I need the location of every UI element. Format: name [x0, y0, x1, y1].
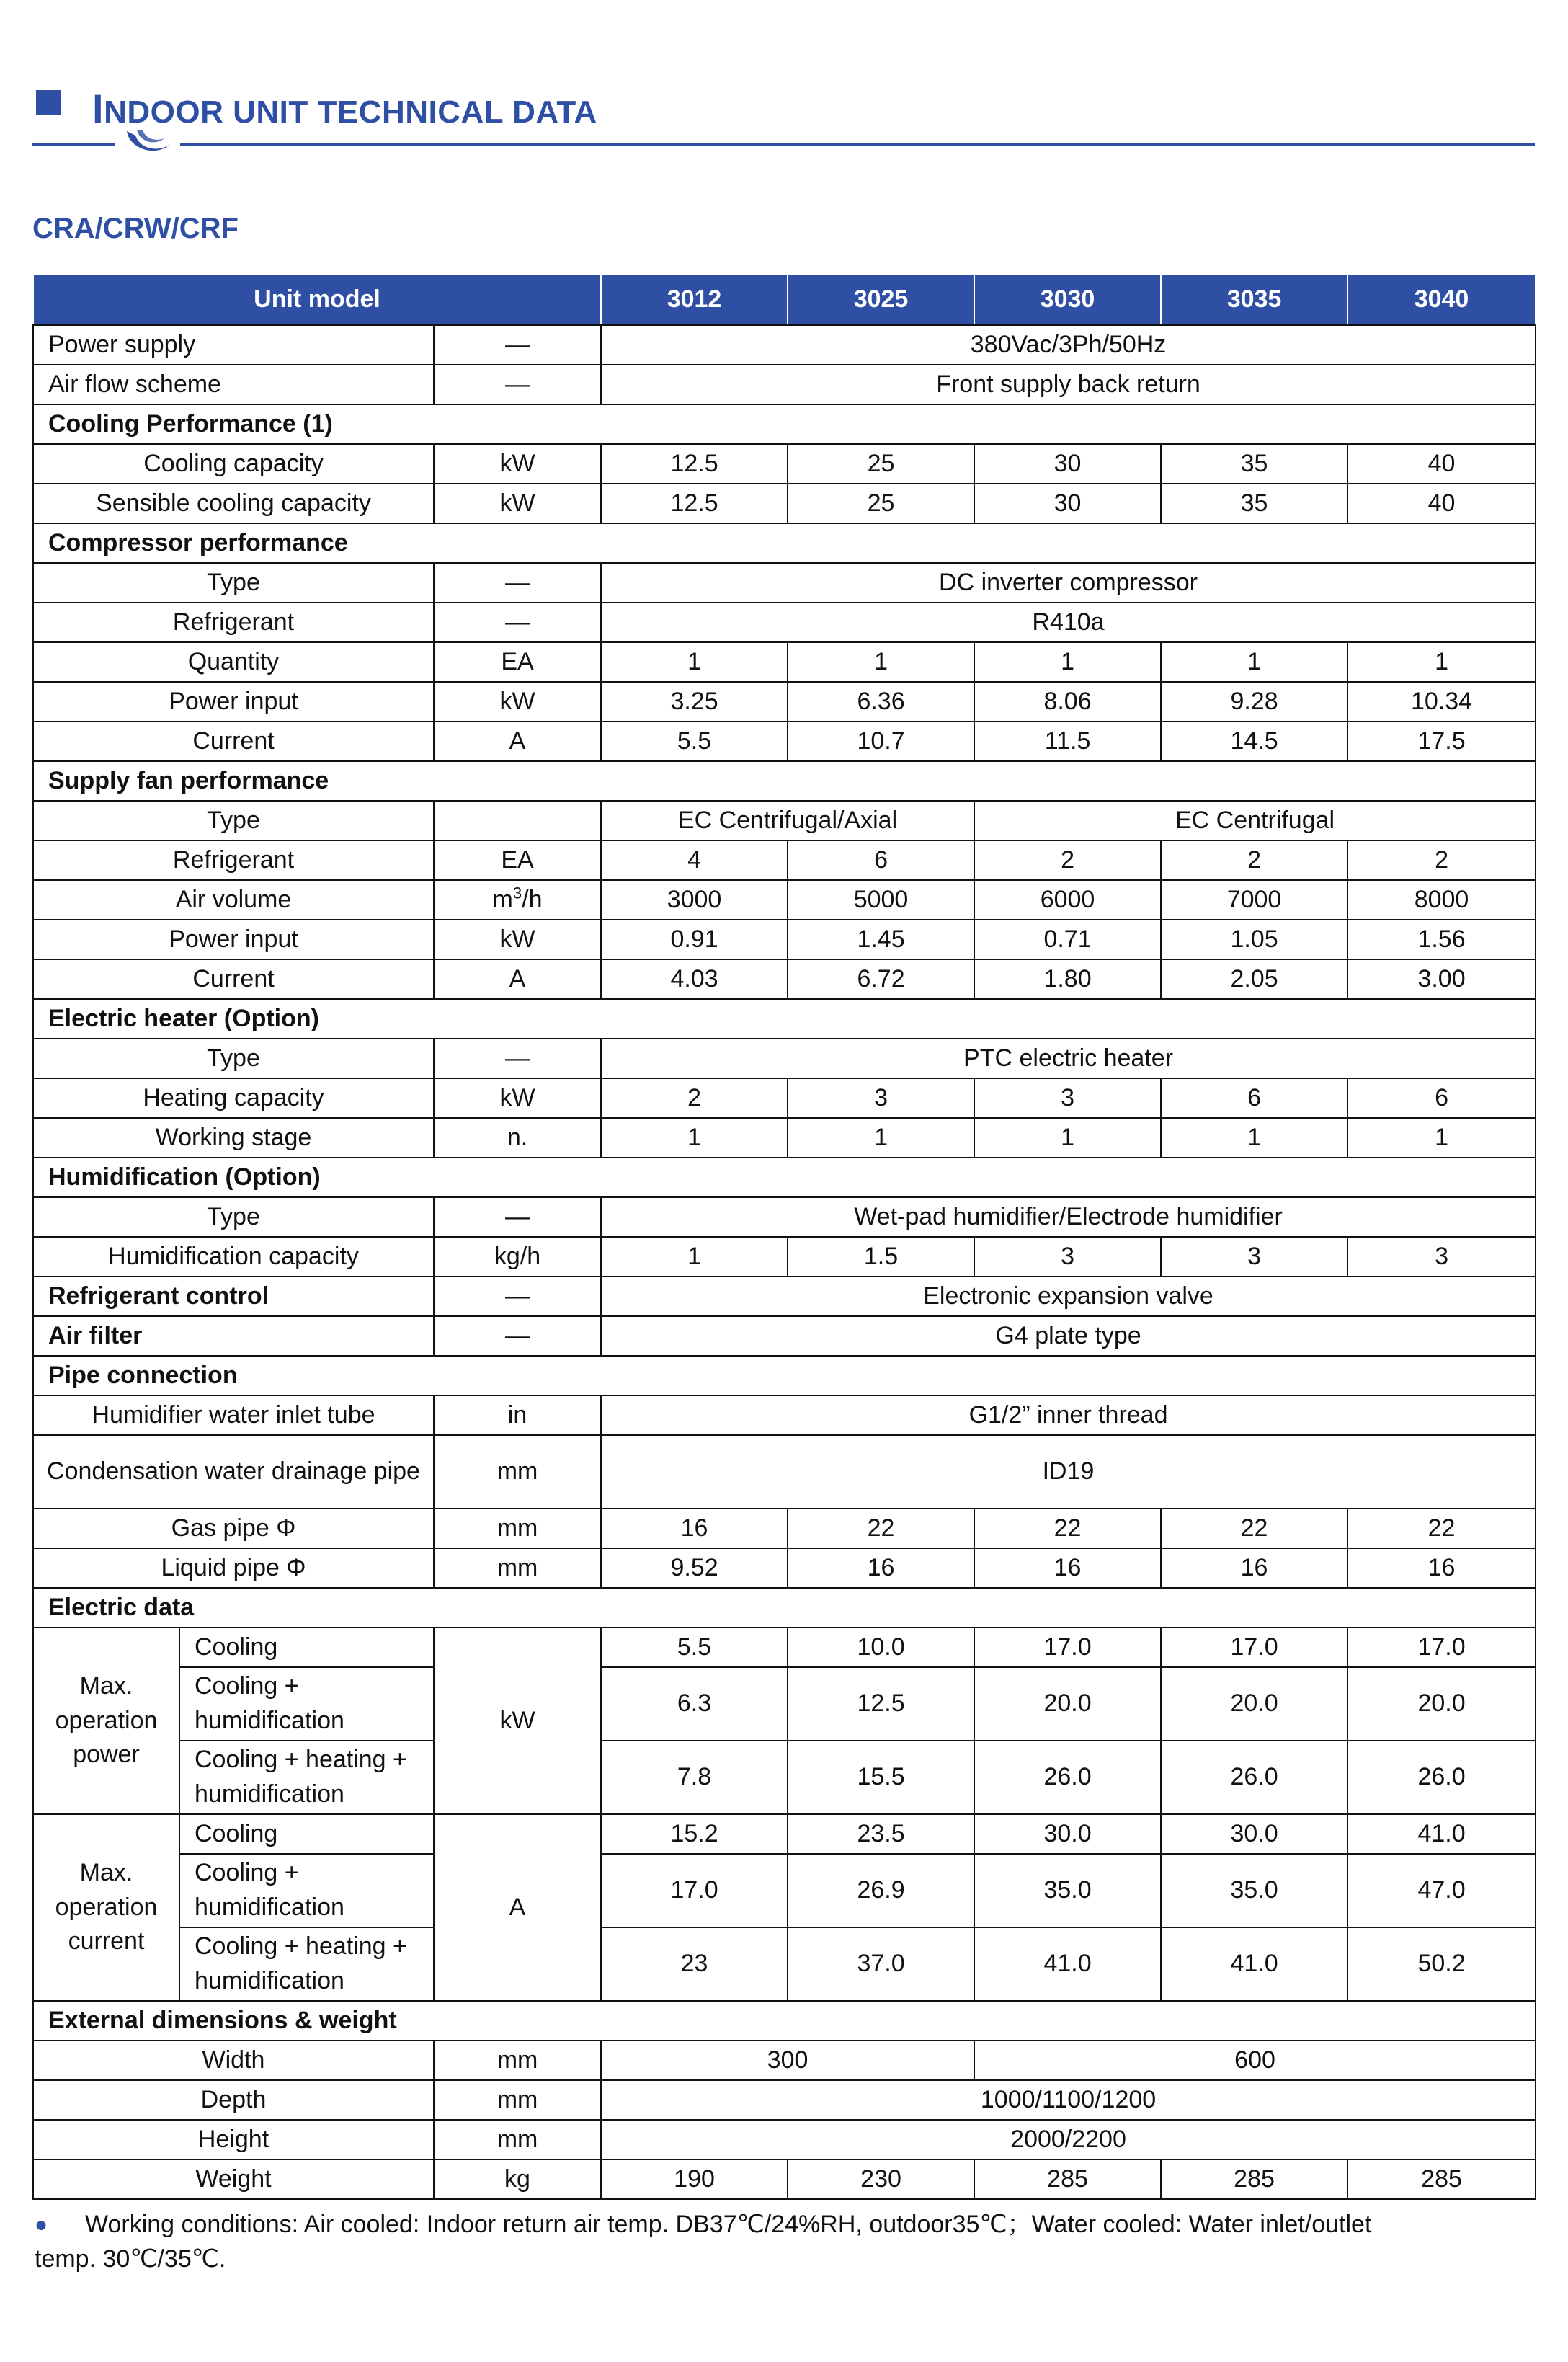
- cell: 10.34: [1348, 682, 1536, 722]
- cell: 1: [788, 642, 974, 682]
- cell: 16: [974, 1548, 1161, 1588]
- cell: 26.0: [1161, 1741, 1348, 1814]
- table-row: [33, 1395, 1536, 1435]
- cell: 22: [788, 1509, 974, 1548]
- cell: 41.0: [1161, 1927, 1348, 2001]
- cell: 10.0: [788, 1628, 974, 1667]
- row-value: 300: [601, 2041, 974, 2080]
- cell: 12.5: [601, 444, 788, 484]
- cell: 285: [1161, 2159, 1348, 2199]
- cell: 17.0: [1348, 1628, 1536, 1667]
- row-unit: —: [434, 563, 601, 603]
- table-row: [33, 603, 1536, 642]
- section-row: [33, 1158, 1536, 1197]
- cell: 6000: [974, 880, 1161, 920]
- cell: 17.0: [1161, 1628, 1348, 1667]
- cell: 26.0: [1348, 1741, 1536, 1814]
- cell: 23: [601, 1927, 788, 2001]
- row-unit: [434, 801, 601, 840]
- row-label: Gas pipe Φ: [33, 1509, 434, 1548]
- cell: 16: [1348, 1548, 1536, 1588]
- row-value: G1/2” inner thread: [601, 1395, 1536, 1435]
- section-heading: Electric data: [33, 1588, 1536, 1628]
- cell: 47.0: [1348, 1854, 1536, 1927]
- footnote-line-2: temp. 30℃/35℃.: [35, 2245, 226, 2273]
- heading-square-icon: [36, 90, 61, 115]
- table-row: [33, 444, 1536, 484]
- cell: 22: [1161, 1509, 1348, 1548]
- row-unit: EA: [434, 840, 601, 880]
- cell: 17.0: [974, 1628, 1161, 1667]
- row-value: Wet-pad humidifier/Electrode humidifier: [601, 1197, 1536, 1237]
- table-row: [33, 1548, 1536, 1588]
- row-unit: kW: [434, 484, 601, 523]
- page-title-rest: NDOOR UNIT TECHNICAL DATA: [104, 94, 597, 130]
- row-label: Quantity: [33, 642, 434, 682]
- cell: 6.3: [601, 1667, 788, 1741]
- row-unit: kg/h: [434, 1237, 601, 1277]
- row-label: Cooling + heating + humidification: [179, 1927, 434, 2001]
- unit-model-header: Unit model: [33, 275, 601, 325]
- table-row: [33, 1197, 1536, 1237]
- row-value: Electronic expansion valve: [601, 1277, 1536, 1316]
- cell: 1: [601, 1237, 788, 1277]
- cell: 285: [974, 2159, 1161, 2199]
- cell: 3: [1348, 1237, 1536, 1277]
- cell: 3.25: [601, 682, 788, 722]
- section-title: CRA/CRW/CRF: [32, 213, 239, 244]
- row-unit: A: [434, 1814, 601, 2001]
- cell: 15.2: [601, 1814, 788, 1854]
- table-row: [33, 1237, 1536, 1277]
- table-row: [33, 365, 1536, 404]
- cell: 8000: [1348, 880, 1536, 920]
- cell: 41.0: [974, 1927, 1161, 2001]
- row-unit: mm: [434, 2080, 601, 2120]
- table-row: [33, 1277, 1536, 1316]
- cell: 0.91: [601, 920, 788, 959]
- cell: 6: [1161, 1078, 1348, 1118]
- cell: 12.5: [788, 1667, 974, 1741]
- table-header-row: [33, 275, 1536, 325]
- model-header: 3012: [601, 275, 788, 325]
- cell: 0.71: [974, 920, 1161, 959]
- cell: 30: [974, 444, 1161, 484]
- row-value: G4 plate type: [601, 1316, 1536, 1356]
- row-label: Current: [33, 959, 434, 999]
- row-unit: mm: [434, 2120, 601, 2159]
- cell: 6: [788, 840, 974, 880]
- cell: 1: [974, 642, 1161, 682]
- row-unit: kW: [434, 444, 601, 484]
- unit-tail: /h: [522, 885, 543, 913]
- table-row: [33, 682, 1536, 722]
- cell: 6.36: [788, 682, 974, 722]
- row-unit: in: [434, 1395, 601, 1435]
- table-row: [33, 563, 1536, 603]
- cell: 23.5: [788, 1814, 974, 1854]
- row-label: Weight: [33, 2159, 434, 2199]
- row-label: Cooling capacity: [33, 444, 434, 484]
- cell: 2: [1348, 840, 1536, 880]
- cell: 12.5: [601, 484, 788, 523]
- row-unit: mm: [434, 1509, 601, 1548]
- footnote-line-1: Working conditions: Air cooled: Indoor return air temp. DB37℃/24%RH, outdoor35℃；Water cooled: Water inlet/outlet: [85, 2211, 1372, 2238]
- cell: 16: [788, 1548, 974, 1588]
- cell: 3.00: [1348, 959, 1536, 999]
- cell: 35.0: [1161, 1854, 1348, 1927]
- cell: 230: [788, 2159, 974, 2199]
- cell: 1: [1161, 642, 1348, 682]
- table-row: [33, 642, 1536, 682]
- row-unit: kW: [434, 1078, 601, 1118]
- cell: 9.52: [601, 1548, 788, 1588]
- row-label: Humidification capacity: [33, 1237, 434, 1277]
- row-unit: kW: [434, 682, 601, 722]
- cell: 3000: [601, 880, 788, 920]
- cell: 2.05: [1161, 959, 1348, 999]
- cell: 14.5: [1161, 722, 1348, 761]
- row-label: Sensible cooling capacity: [33, 484, 434, 523]
- page-title-initial: I: [92, 86, 104, 131]
- model-header: 3025: [788, 275, 974, 325]
- cell: 37.0: [788, 1927, 974, 2001]
- cell: 6.72: [788, 959, 974, 999]
- row-value: 600: [974, 2041, 1536, 2080]
- cell: 5.5: [601, 1628, 788, 1667]
- cell: 17.5: [1348, 722, 1536, 761]
- cell: 2: [974, 840, 1161, 880]
- row-unit: mm: [434, 1435, 601, 1509]
- model-header: 3040: [1348, 275, 1536, 325]
- cell: 1: [1348, 1118, 1536, 1158]
- row-unit: kW: [434, 1628, 601, 1814]
- cell: 1: [601, 1118, 788, 1158]
- cell: 2: [1161, 840, 1348, 880]
- table-row: [33, 1316, 1536, 1356]
- row-label: Current: [33, 722, 434, 761]
- cell: 7.8: [601, 1741, 788, 1814]
- cell: 40: [1348, 484, 1536, 523]
- table-row: [33, 1667, 1536, 1741]
- row-unit: —: [434, 365, 601, 404]
- cell: 8.06: [974, 682, 1161, 722]
- cell: 5.5: [601, 722, 788, 761]
- section-row: [33, 404, 1536, 444]
- cell: 26.9: [788, 1854, 974, 1927]
- row-unit: —: [434, 1316, 601, 1356]
- cell: 1: [1348, 642, 1536, 682]
- table-row: [33, 880, 1536, 920]
- row-unit: [434, 880, 601, 920]
- cell: 16: [1161, 1548, 1348, 1588]
- cell: 20.0: [974, 1667, 1161, 1741]
- cell: 1: [788, 1118, 974, 1158]
- table-row: [33, 1628, 1536, 1667]
- cell: 3: [788, 1078, 974, 1118]
- row-value: R410a: [601, 603, 1536, 642]
- cell: 22: [1348, 1509, 1536, 1548]
- model-header: 3035: [1161, 275, 1348, 325]
- cell: 1.45: [788, 920, 974, 959]
- section-row: [33, 1356, 1536, 1395]
- section-row: [33, 761, 1536, 801]
- row-unit: —: [434, 1277, 601, 1316]
- section-heading: Electric heater (Option): [33, 999, 1536, 1039]
- wave-logo-icon: [122, 125, 174, 163]
- row-value: ID19: [601, 1435, 1536, 1509]
- row-label: Power supply: [33, 325, 434, 365]
- row-label: Height: [33, 2120, 434, 2159]
- cell: 9.28: [1161, 682, 1348, 722]
- cell: 1: [974, 1118, 1161, 1158]
- table-row: [33, 1118, 1536, 1158]
- cell: 285: [1348, 2159, 1536, 2199]
- row-label: Air filter: [33, 1316, 434, 1356]
- row-value: Front supply back return: [601, 365, 1536, 404]
- cell: 26.0: [974, 1741, 1161, 1814]
- section-heading: External dimensions & weight: [33, 2001, 1536, 2041]
- cell: 22: [974, 1509, 1161, 1548]
- table-row: [33, 722, 1536, 761]
- row-label: Refrigerant: [33, 603, 434, 642]
- cell: 20.0: [1161, 1667, 1348, 1741]
- row-label: Cooling + humidification: [179, 1667, 434, 1741]
- row-unit: —: [434, 1039, 601, 1078]
- table-row: [33, 1854, 1536, 1927]
- row-label: Type: [33, 563, 434, 603]
- table-row: [33, 1741, 1536, 1814]
- row-label: Working stage: [33, 1118, 434, 1158]
- cell: 2: [601, 1078, 788, 1118]
- cell: 25: [788, 484, 974, 523]
- row-label: Width: [33, 2041, 434, 2080]
- row-value: 2000/2200: [601, 2120, 1536, 2159]
- cell: 1: [601, 642, 788, 682]
- row-label: Air volume: [33, 880, 434, 920]
- table-row: [33, 2080, 1536, 2120]
- bullet-icon: ●: [35, 2213, 48, 2237]
- cell: 1.5: [788, 1237, 974, 1277]
- section-heading: Humidification (Option): [33, 1158, 1536, 1197]
- row-label: Liquid pipe Φ: [33, 1548, 434, 1588]
- table-row: [33, 484, 1536, 523]
- row-unit: n.: [434, 1118, 601, 1158]
- row-label: Refrigerant: [33, 840, 434, 880]
- table-row: [33, 801, 1536, 840]
- model-header: 3030: [974, 275, 1161, 325]
- row-unit: —: [434, 1197, 601, 1237]
- row-unit: —: [434, 603, 601, 642]
- unit-base: m: [492, 885, 513, 913]
- section-row: [33, 1588, 1536, 1628]
- row-value: PTC electric heater: [601, 1039, 1536, 1078]
- row-label: Cooling: [179, 1628, 434, 1667]
- row-label: Humidifier water inlet tube: [33, 1395, 434, 1435]
- table-row: [33, 1509, 1536, 1548]
- cell: 7000: [1161, 880, 1348, 920]
- section-row: [33, 523, 1536, 563]
- cell: 15.5: [788, 1741, 974, 1814]
- table-row: [33, 2159, 1536, 2199]
- table-row: [33, 1435, 1536, 1509]
- header-rule-right: [180, 143, 1535, 146]
- row-label: Type: [33, 1039, 434, 1078]
- table-row: [33, 959, 1536, 999]
- cell: 6: [1348, 1078, 1536, 1118]
- cell: 50.2: [1348, 1927, 1536, 2001]
- table-row: [33, 2120, 1536, 2159]
- cell: 35.0: [974, 1854, 1161, 1927]
- technical-data-table: [32, 274, 1536, 2200]
- unit-superscript: 3: [512, 884, 522, 902]
- row-value: DC inverter compressor: [601, 563, 1536, 603]
- table-row: [33, 325, 1536, 365]
- cell: 30.0: [974, 1814, 1161, 1854]
- cell: 4.03: [601, 959, 788, 999]
- section-row: [33, 999, 1536, 1039]
- row-unit: A: [434, 959, 601, 999]
- cell: 35: [1161, 484, 1348, 523]
- cell: 30: [974, 484, 1161, 523]
- table-row: [33, 1814, 1536, 1854]
- cell: 190: [601, 2159, 788, 2199]
- table-row: [33, 840, 1536, 880]
- table-row: [33, 2041, 1536, 2080]
- row-unit: kW: [434, 920, 601, 959]
- row-label: Air flow scheme: [33, 365, 434, 404]
- cell: 5000: [788, 880, 974, 920]
- table-row: [33, 920, 1536, 959]
- cell: 10.7: [788, 722, 974, 761]
- section-heading: Cooling Performance (1): [33, 404, 1536, 444]
- row-label: Cooling + heating + humidification: [179, 1741, 434, 1814]
- row-label: Power input: [33, 682, 434, 722]
- section-heading: Supply fan performance: [33, 761, 1536, 801]
- cell: 1.05: [1161, 920, 1348, 959]
- row-label: Cooling + humidification: [179, 1854, 434, 1927]
- cell: 1.56: [1348, 920, 1536, 959]
- row-label: Condensation water drainage pipe: [33, 1435, 434, 1509]
- table-row: [33, 1078, 1536, 1118]
- row-value: 380Vac/3Ph/50Hz: [601, 325, 1536, 365]
- row-value: EC Centrifugal: [974, 801, 1536, 840]
- section-heading: Pipe connection: [33, 1356, 1536, 1395]
- cell: 3: [974, 1237, 1161, 1277]
- cell: 20.0: [1348, 1667, 1536, 1741]
- row-value: EC Centrifugal/Axial: [601, 801, 974, 840]
- cell: 16: [601, 1509, 788, 1548]
- row-label: Type: [33, 1197, 434, 1237]
- row-unit: EA: [434, 642, 601, 682]
- table-row: [33, 1927, 1536, 2001]
- row-label: Cooling: [179, 1814, 434, 1854]
- row-label: Refrigerant control: [33, 1277, 434, 1316]
- cell: 1: [1161, 1118, 1348, 1158]
- group-label: Max. operation current: [33, 1814, 179, 2001]
- cell: 25: [788, 444, 974, 484]
- cell: 3: [1161, 1237, 1348, 1277]
- row-unit: mm: [434, 2041, 601, 2080]
- row-unit: —: [434, 325, 601, 365]
- cell: 40: [1348, 444, 1536, 484]
- table-row: [33, 1039, 1536, 1078]
- section-row: [33, 2001, 1536, 2041]
- row-value: 1000/1100/1200: [601, 2080, 1536, 2120]
- cell: 4: [601, 840, 788, 880]
- row-label: Power input: [33, 920, 434, 959]
- row-label: Heating capacity: [33, 1078, 434, 1118]
- cell: 17.0: [601, 1854, 788, 1927]
- cell: 3: [974, 1078, 1161, 1118]
- row-label: Depth: [33, 2080, 434, 2120]
- group-label: Max. operation power: [33, 1628, 179, 1814]
- cell: 41.0: [1348, 1814, 1536, 1854]
- section-heading: Compressor performance: [33, 523, 1536, 563]
- cell: 30.0: [1161, 1814, 1348, 1854]
- header-rule-left: [32, 143, 115, 146]
- row-unit: A: [434, 722, 601, 761]
- row-unit: kg: [434, 2159, 601, 2199]
- cell: 11.5: [974, 722, 1161, 761]
- cell: 35: [1161, 444, 1348, 484]
- row-label: Type: [33, 801, 434, 840]
- cell: 1.80: [974, 959, 1161, 999]
- row-unit: mm: [434, 1548, 601, 1588]
